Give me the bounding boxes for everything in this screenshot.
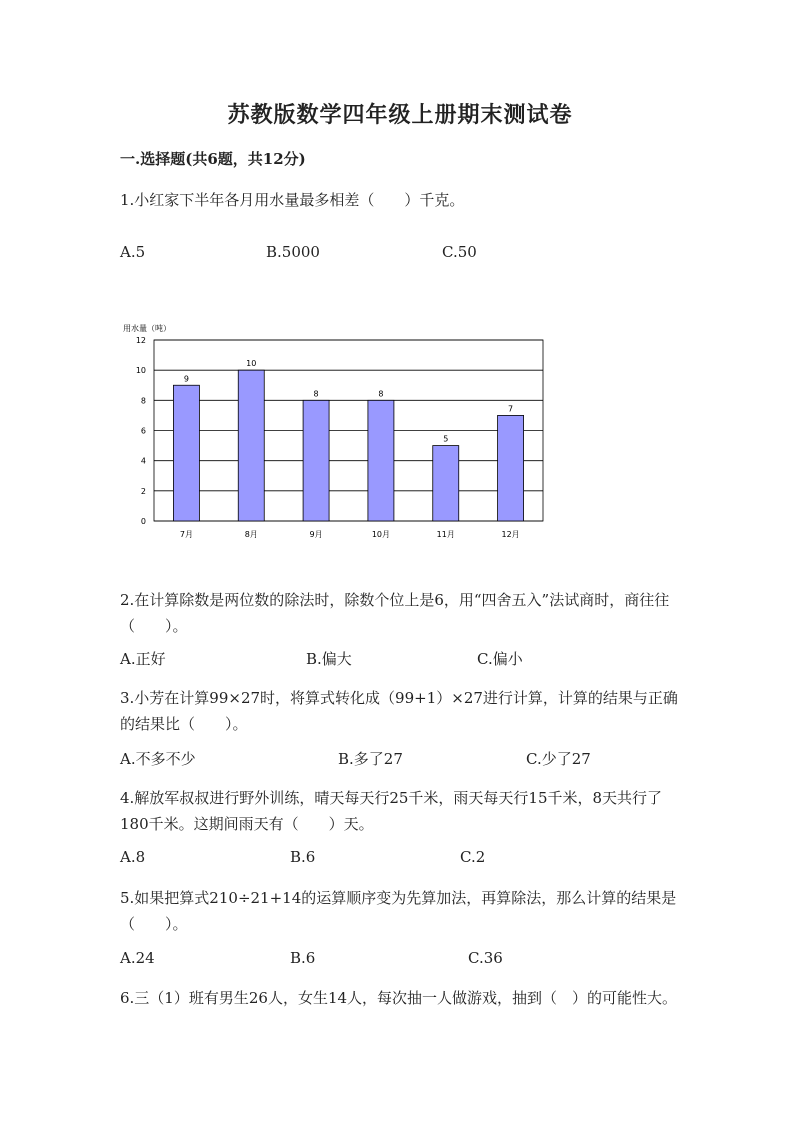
question-6: 6.三（1）班有男生26人，女生14人，每次抽一人做游戏，抽到（ ）的可能性大。 bbox=[120, 989, 678, 1007]
question-2-options bbox=[120, 648, 680, 672]
x-tick-label: 8月 bbox=[244, 530, 258, 539]
question-4-options bbox=[120, 848, 680, 872]
y-tick-label: 0 bbox=[140, 517, 146, 526]
question-4: 4.解放军叔叔进行野外训练，晴天每天行25千米，雨天每天行15千米，8天共行了180千米。这期间雨天有（ ）天。 bbox=[120, 789, 663, 833]
question-3: 3.小芳在计算99×27时，将算式转化成（99+1）×27进行计算，计算的结果与正确的结果比（ ）。 bbox=[120, 689, 678, 733]
bar bbox=[498, 415, 524, 521]
data-label: 8 bbox=[378, 389, 384, 399]
bar bbox=[238, 370, 264, 521]
bar bbox=[433, 446, 459, 521]
option-b: B.多了27 bbox=[338, 750, 403, 768]
option-c: C.2 bbox=[460, 848, 486, 866]
option-b: B.5000 bbox=[266, 243, 320, 261]
water-usage-bar-chart bbox=[118, 318, 558, 548]
x-tick-label: 7月 bbox=[179, 530, 193, 539]
bar bbox=[303, 400, 329, 521]
y-tick-label: 10 bbox=[135, 366, 146, 376]
y-tick-label: 4 bbox=[140, 456, 146, 466]
option-c: C.50 bbox=[442, 243, 477, 261]
data-label: 8 bbox=[313, 389, 319, 399]
question-1-options bbox=[120, 243, 680, 267]
y-axis-label: 用水量（吨） bbox=[123, 324, 171, 333]
question-3-options bbox=[120, 748, 680, 772]
y-tick-label: 12 bbox=[135, 336, 146, 345]
x-tick-label: 10月 bbox=[371, 530, 391, 539]
data-label: 5 bbox=[443, 434, 449, 444]
x-tick-label: 12月 bbox=[501, 530, 520, 539]
data-label: 9 bbox=[183, 374, 189, 384]
y-tick-label: 6 bbox=[140, 426, 146, 436]
option-a: A.24 bbox=[120, 949, 155, 967]
bar bbox=[368, 400, 394, 521]
data-label: 7 bbox=[508, 404, 514, 414]
option-c: C.少了27 bbox=[526, 750, 591, 768]
data-label: 10 bbox=[246, 359, 257, 369]
y-tick-label: 2 bbox=[140, 486, 146, 496]
question-5: 5.如果把算式210÷21+14的运算顺序变为先算加法，再算除法，那么计算的结果是（ ）。 bbox=[120, 889, 677, 933]
question-5-options bbox=[120, 949, 680, 973]
option-a: A.8 bbox=[120, 848, 146, 866]
section-heading: 一.选择题(共6题，共12分) bbox=[120, 150, 306, 168]
option-b: B.偏大 bbox=[306, 650, 352, 668]
x-tick-label: 9月 bbox=[309, 530, 323, 539]
option-b: B.6 bbox=[290, 949, 316, 967]
x-tick-label: 11月 bbox=[436, 530, 455, 539]
option-b: B.6 bbox=[290, 848, 316, 866]
bar bbox=[173, 385, 199, 521]
option-a: A.不多不少 bbox=[120, 750, 196, 768]
page-title: 苏教版数学四年级上册期末测试卷 bbox=[227, 102, 573, 128]
question-2: 2.在计算除数是两位数的除法时，除数个位上是6，用“四舍五入”法试商时，商往往（ ）。 bbox=[120, 591, 670, 635]
question-1: 1.小红家下半年各月用水量最多相差（ ）千克。 bbox=[120, 191, 465, 209]
y-tick-label: 8 bbox=[140, 396, 146, 406]
option-c: C.偏小 bbox=[477, 650, 523, 668]
option-a: A.正好 bbox=[120, 650, 166, 668]
option-a: A.5 bbox=[120, 243, 146, 261]
option-c: C.36 bbox=[468, 949, 503, 967]
